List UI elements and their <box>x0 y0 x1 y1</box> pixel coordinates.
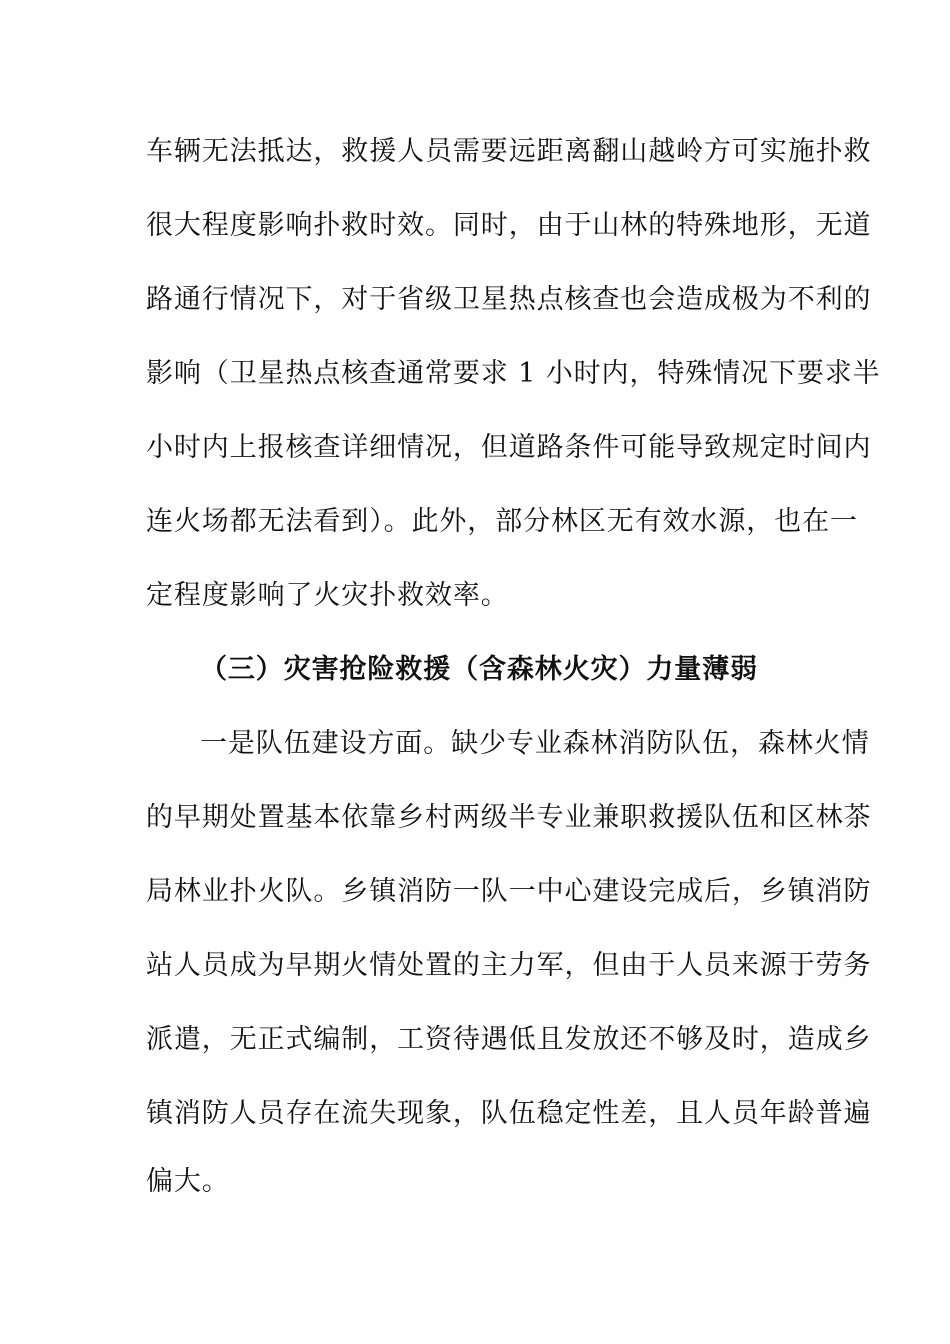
paragraph-1-line: 路通行情况下，对于省级卫星热点核查也会造成极为不利的 <box>146 284 872 315</box>
paragraph-1-line: 很大程度影响扑救时效。同时，由于山林的特殊地形，无道 <box>146 210 872 241</box>
paragraph-2-line: 一是队伍建设方面。缺少专业森林消防队伍，森林火情 <box>200 728 870 759</box>
paragraph-1-line: 连火场都无法看到）。此外，部分林区无有效水源，也在一 <box>146 506 858 537</box>
paragraph-2-line: 镇消防人员存在流失现象，队伍稳定性差，且人员年龄普遍 <box>146 1098 872 1129</box>
paragraph-2-line: 的早期处置基本依靠乡村两级半专业兼职救援队伍和区林茶 <box>146 802 872 833</box>
paragraph-2-line: 局林业扑火队。乡镇消防一队一中心建设完成后，乡镇消防 <box>146 876 872 907</box>
section-heading: （三）灾害抢险救援（含森林火灾）力量薄弱 <box>200 654 758 685</box>
paragraph-1-line: 定程度影响了火灾扑救效率。 <box>146 580 509 611</box>
paragraph-2-line: 偏大。 <box>146 1166 230 1197</box>
paragraph-2-line: 派遣，无正式编制，工资待遇低且发放还不够及时，造成乡 <box>146 1024 872 1055</box>
paragraph-1-line: 影响（卫星热点核查通常要求 1 小时内，特殊情况下要求半 <box>146 358 881 389</box>
paragraph-1-line: 车辆无法抵达，救援人员需要远距离翻山越岭方可实施扑救 <box>146 136 872 167</box>
paragraph-2-line: 站人员成为早期火情处置的主力军，但由于人员来源于劳务 <box>146 950 872 981</box>
paragraph-1-line: 小时内上报核查详细情况，但道路条件可能导致规定时间内 <box>146 432 872 463</box>
